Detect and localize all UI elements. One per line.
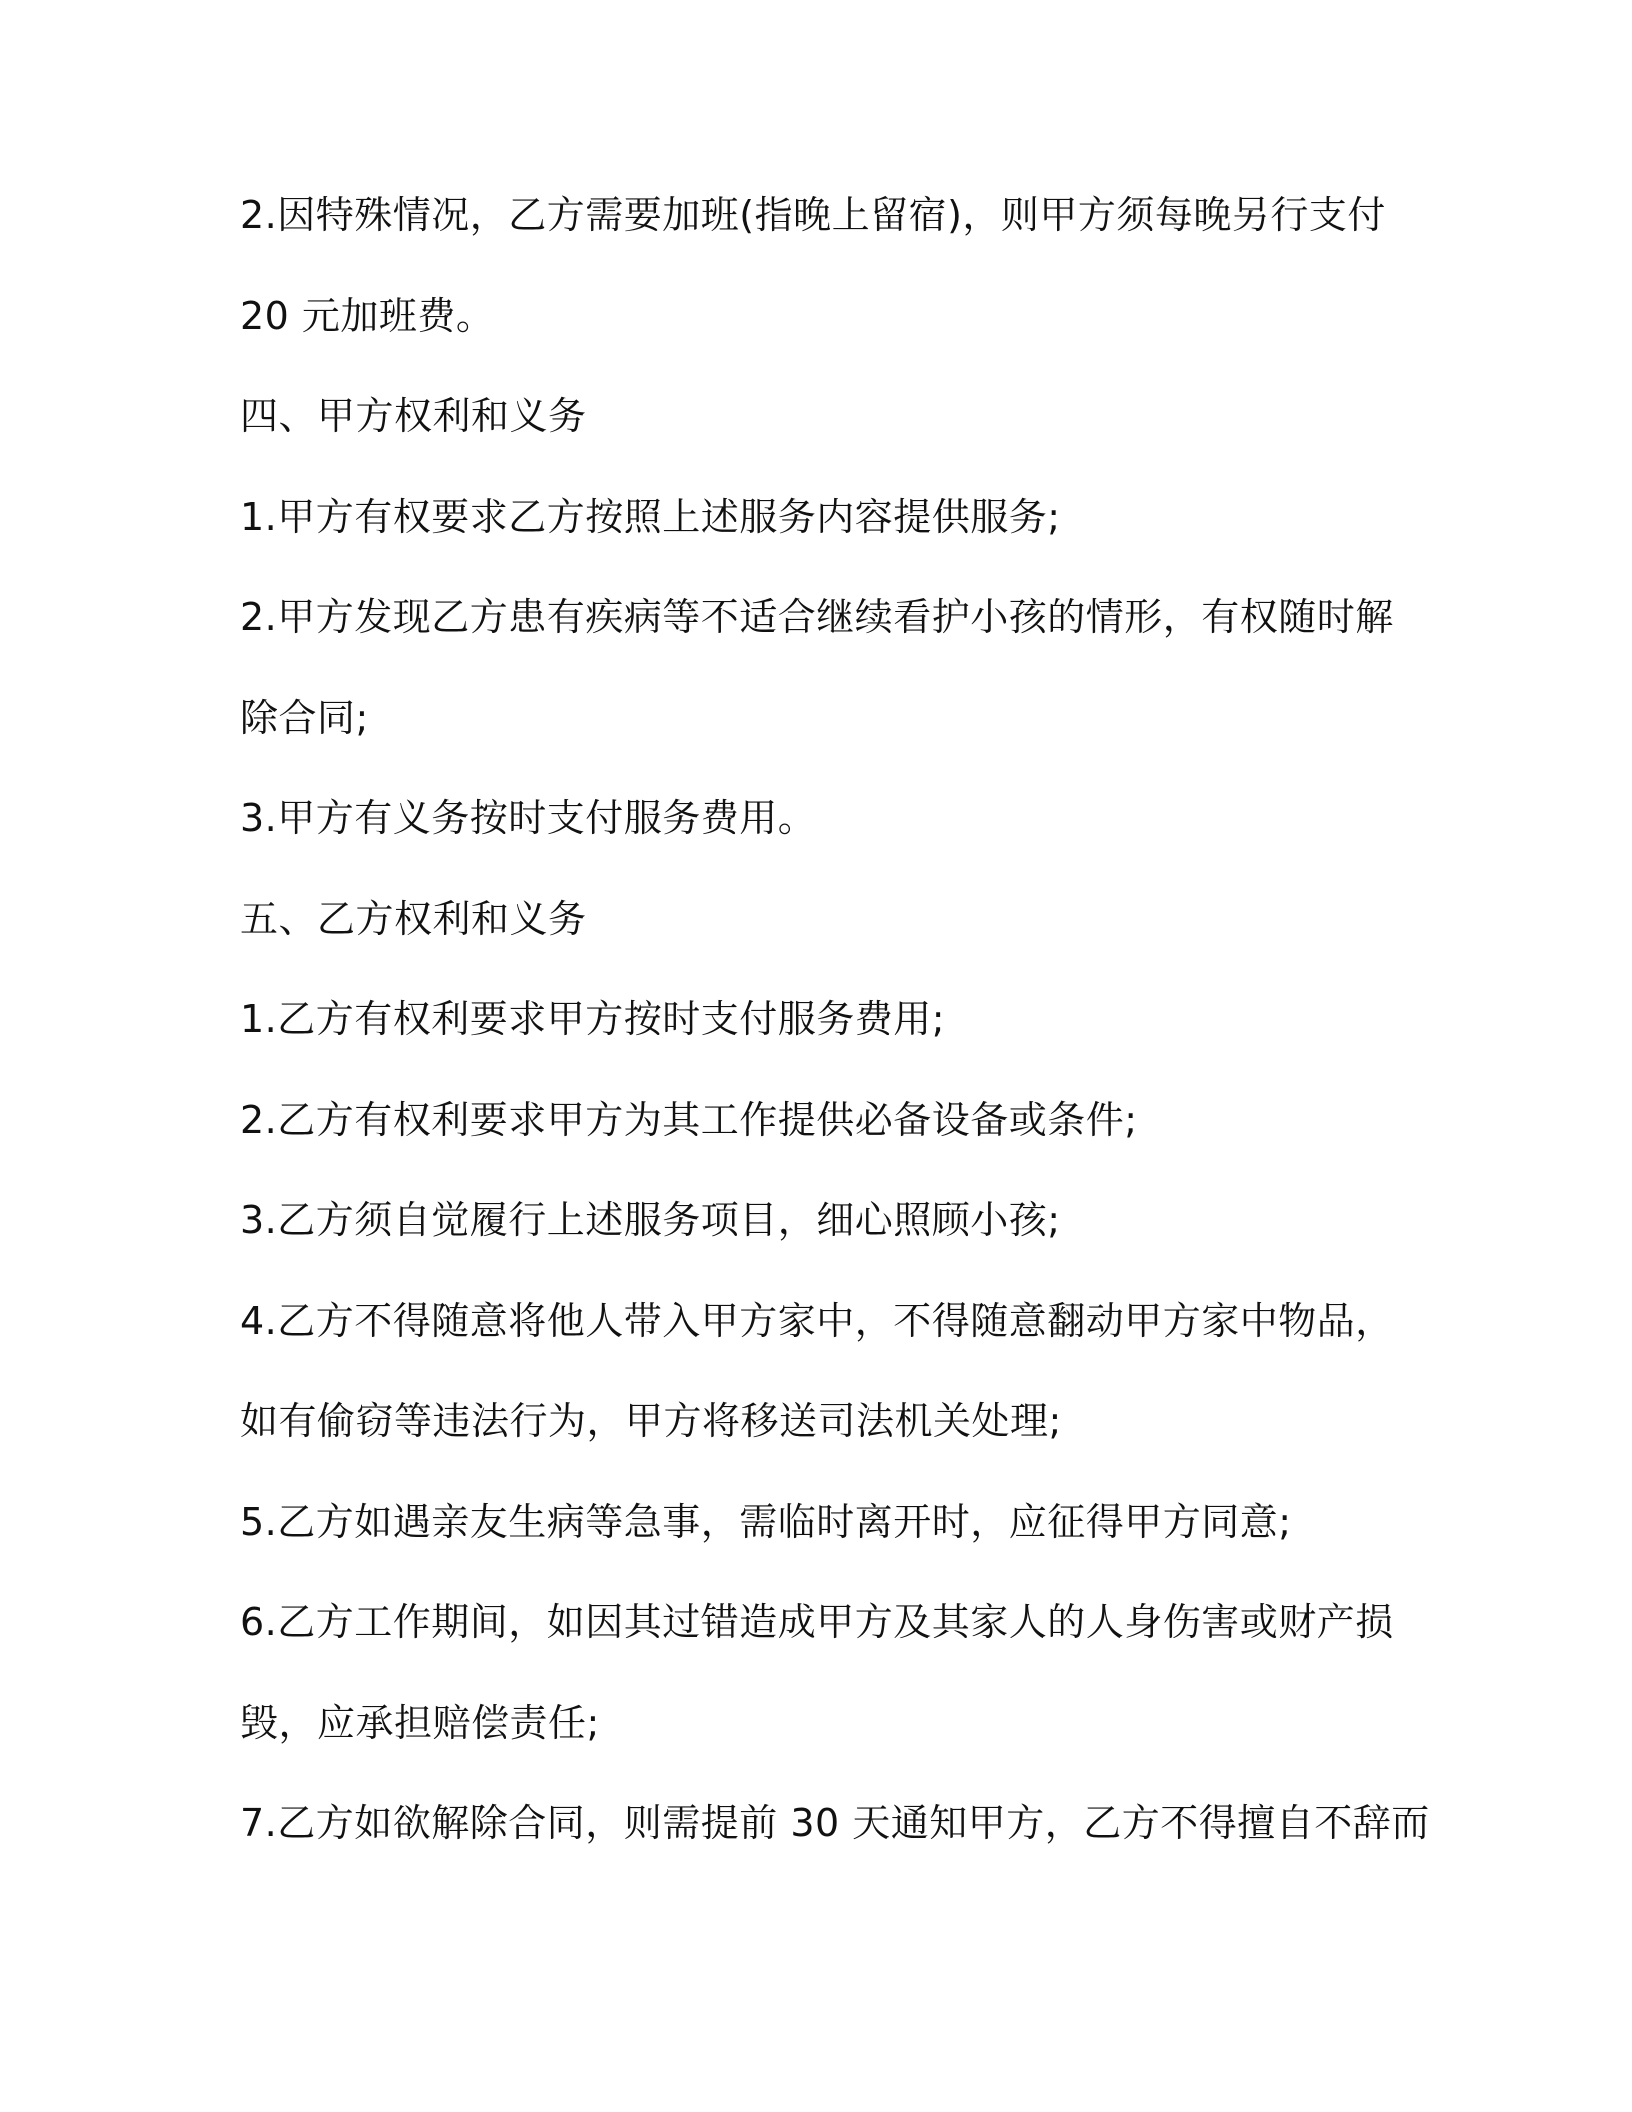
text-line: 2.乙方有权利要求甲方为其工作提供必备设备或条件; xyxy=(240,1097,1138,1142)
text-line: 7.乙方如欲解除合同，则需提前 30 天通知甲方，乙方不得擅自不辞而 xyxy=(240,1801,1430,1845)
text-line: 如有偷窃等违法行为，甲方将移送司法机关处理; xyxy=(240,1399,1062,1443)
text-line: 毁，应承担赔偿责任; xyxy=(240,1700,600,1745)
text-line: 1.乙方有权利要求甲方按时支付服务费用; xyxy=(240,997,946,1041)
section-heading: 五、乙方权利和义务 xyxy=(240,896,587,941)
document-body xyxy=(240,183,1440,1892)
text-line: 20 元加班费。 xyxy=(240,293,495,338)
text-line: 3.甲方有义务按时支付服务费用。 xyxy=(240,796,817,840)
text-line: 1.甲方有权要求乙方按照上述服务内容提供服务; xyxy=(240,494,1061,539)
text-line: 2.甲方发现乙方患有疾病等不适合继续看护小孩的情形，有权随时解 xyxy=(240,595,1394,639)
text-line: 2.因特殊情况，乙方需要加班(指晚上留宿)，则甲方须每晚另行支付 xyxy=(240,193,1386,237)
text-line: 5.乙方如遇亲友生病等急事，需临时离开时，应征得甲方同意; xyxy=(240,1499,1292,1544)
text-line: 除合同; xyxy=(240,695,369,740)
text-line: 6.乙方工作期间，如因其过错造成甲方及其家人的人身伤害或财产损 xyxy=(240,1600,1394,1644)
text-line: 4.乙方不得随意将他人带入甲方家中，不得随意翻动甲方家中物品， xyxy=(240,1298,1394,1343)
text-line: 3.乙方须自觉履行上述服务项目，细心照顾小孩; xyxy=(240,1198,1061,1242)
section-heading: 四、甲方权利和义务 xyxy=(240,394,587,438)
